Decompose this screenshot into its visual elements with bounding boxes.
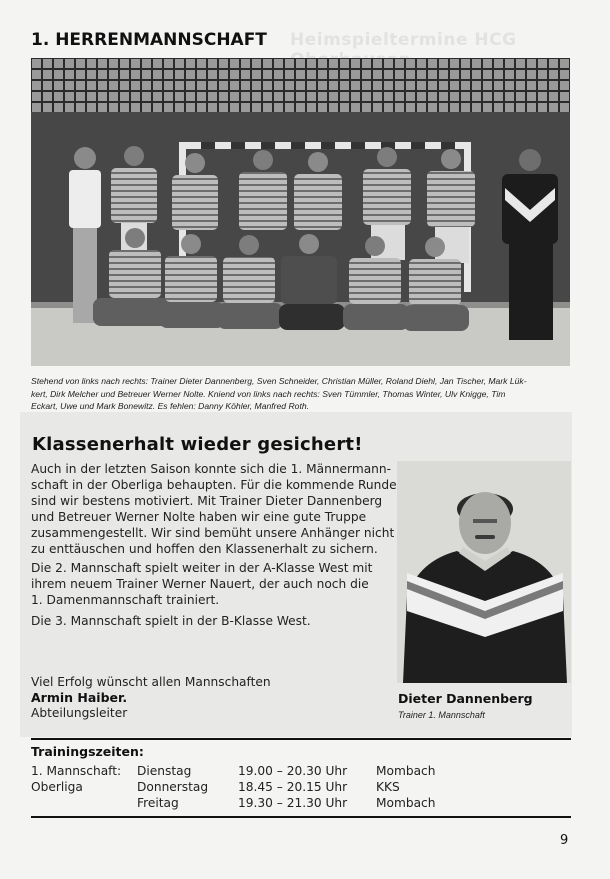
training-team: Oberliga [31, 780, 83, 794]
text-line: zu enttäuschen und hoffen den Klassenerhalt zu sichern. [31, 542, 378, 557]
article-paragraph-1 [31, 461, 397, 558]
training-day: Donnerstag [137, 780, 209, 794]
article-paragraph-2 [31, 560, 381, 608]
trainer-portrait-image [397, 461, 571, 683]
training-heading: Trainingszeiten: [31, 744, 144, 759]
text-line: Die 3. Mannschaft spielt in der B-Klasse West. [31, 614, 311, 628]
photo-caption [31, 375, 571, 413]
training-place: Mombach [376, 796, 436, 810]
training-day: Freitag [137, 796, 179, 810]
text-line: zusammengestellt. Wir sind bemüht unsere Anhänger nicht [31, 526, 395, 541]
caption-line: Eckart, Uwe und Mark Bonewitz. Es fehlen: Danny Köhler, Manfred Roth. [31, 401, 309, 411]
article-paragraph-3 [31, 613, 381, 629]
article-heading: Klassenerhalt wieder gesichert! [32, 434, 363, 455]
page-title: 1. HERRENMANNSCHAFT [31, 30, 267, 50]
training-team: 1. Mannschaft: [31, 764, 122, 778]
training-time: 19.30 – 21.30 Uhr [238, 796, 348, 810]
text-line: 1. Damenmannschaft trainiert. [31, 593, 220, 608]
text-line: schaft in der Oberliga behaupten. Für die kommende Runde [31, 478, 397, 493]
text-line: Die 2. Mannschaft spielt weiter in der A-Klasse West mit [31, 561, 373, 575]
caption-line: Stehend von links nach rechts: Trainer Dieter Dannenberg, Sven Schneider, Christian Müller, Roland Diehl, Jan Tischer, Mark Lük- [31, 376, 527, 386]
caption-line: kert, Dirk Melcher und Betreuer Werner Nolte. Kniend von links nach rechts: Sven Tümmler, Thomas Winter, Ulv Knigge, Tim [31, 388, 506, 399]
signer-role: Abteilungsleiter [31, 706, 128, 720]
portrait-role: Trainer 1. Mannschaft [398, 710, 485, 720]
team-photo [31, 58, 570, 366]
signer-name: Armin Haiber. [31, 690, 128, 705]
page-number: 9 [560, 833, 569, 848]
divider-bottom [31, 816, 571, 818]
training-time: 18.45 – 20.15 Uhr [238, 780, 348, 794]
training-place: KKS [376, 780, 400, 794]
trainer-portrait [397, 461, 571, 683]
divider-top [31, 738, 571, 740]
portrait-name: Dieter Dannenberg [398, 691, 533, 706]
greeting: Viel Erfolg wünscht allen Mannschaften [31, 675, 271, 689]
training-day: Dienstag [137, 764, 192, 778]
training-time: 19.00 – 20.30 Uhr [238, 764, 348, 778]
team-photo-image [31, 58, 570, 366]
text-line: ihrem neuem Trainer Werner Nauert, der auch noch die [31, 577, 369, 592]
text-line: und Betreuer Werner Nolte haben wir eine gute Truppe [31, 510, 367, 525]
text-line: sind wir bestens motiviert. Mit Trainer Dieter Dannenberg [31, 494, 383, 509]
text-line: Auch in der letzten Saison konnte sich die 1. Männermann- [31, 462, 392, 476]
training-place: Mombach [376, 764, 436, 778]
bleed-through-heading: Heimspieltermine HCG [290, 30, 517, 50]
